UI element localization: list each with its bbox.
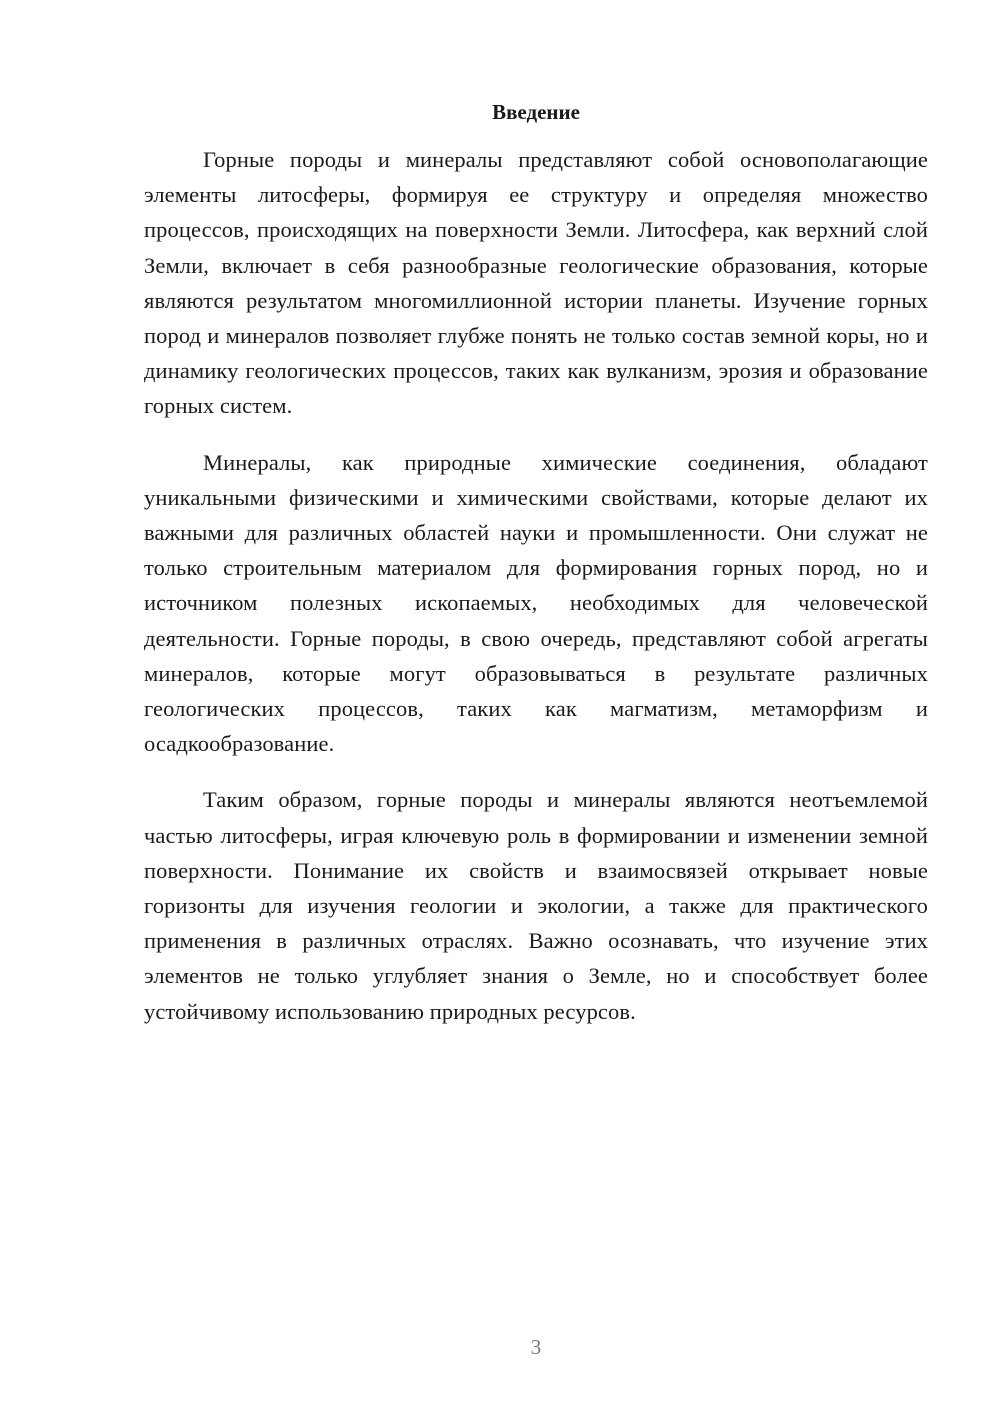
body-text (144, 142, 928, 1050)
paragraph-2: Минералы, как природные химические соединения, обладают уникальными физическими и химическими свойствами, которые делают их важными для различных областей науки и промышленности. Они служат не только строительным материалом для формирования горных пород, но и источником полезных ископаемых, необходимых для человеческой деятельности. Горные породы, в свою очередь, представляют собой агрегаты минералов, которые могут образовываться в результате различных геологических процессов, таких как магматизм, метаморфизм и осадкообразование. (144, 449, 928, 757)
paragraph-3: Таким образом, горные породы и минералы являются неотъемлемой частью литосферы, играя ключевую роль в формировании и изменении земной поверхности. Понимание их свойств и взаимосвязей открывает новые горизонты для изучения геологии и экологии, а также для практического применения в различных отраслях. Важно осознавать, что изучение этих элементов не только углубляет знания о Земле, но и способствует более устойчивому использованию природных ресурсов. (144, 787, 928, 1024)
paragraph-1: Горные породы и минералы представляют собой основополагающие элементы литосферы, формируя ее структуру и определяя множество процессов, происходящих на поверхности Земли. Литосфера, как верхний слой Земли, включает в себя разнообразные геологические образования, которые являются результатом многомиллионной истории планеты. Изучение горных пород и минералов позволяет глубже понять не только состав земной коры, но и динамику геологических процессов, таких как вулканизм, эрозия и образование горных систем. (144, 147, 928, 419)
page-number: 3 (530, 1335, 542, 1359)
section-title: Введение (492, 100, 580, 124)
